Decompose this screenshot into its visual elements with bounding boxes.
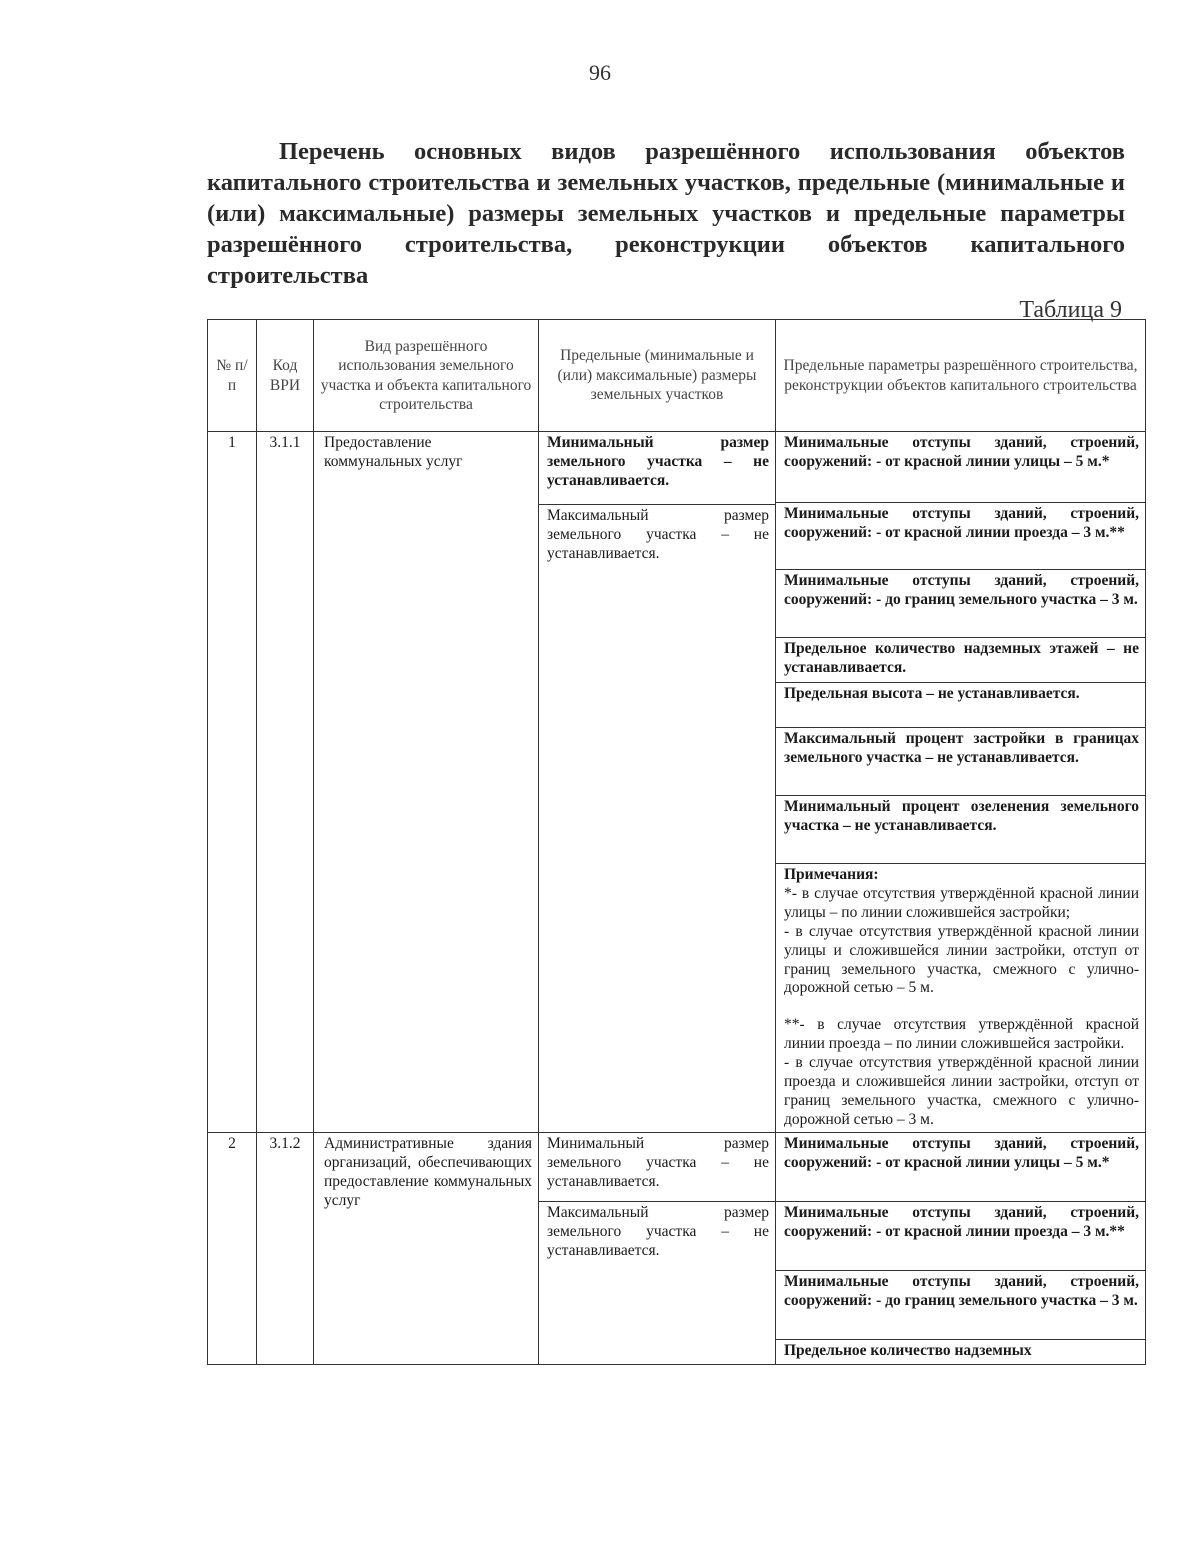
row-params	[776, 432, 1146, 1133]
notes	[776, 863, 1145, 1132]
notes-heading: Примечания:	[784, 866, 879, 883]
param-item: Предельное количество надземных этажей – не устанавливается.	[776, 637, 1145, 682]
row-params	[776, 1132, 1146, 1364]
param-item: Минимальные отступы зданий, строений, сооружений: - до границ земельного участка – 3 м.	[776, 569, 1145, 637]
param-item: Максимальный процент застройки в границах земельного участка – не устанавливается.	[776, 727, 1145, 795]
row-use-kind: Предоставление коммунальных услуг	[314, 432, 539, 1133]
size-max: Максимальный размер земельного участка – не устанавливается.	[539, 504, 775, 566]
param-item: Предельная высота – не устанавливается.	[776, 682, 1145, 727]
header-num: № п/п	[208, 320, 257, 432]
size-min: Минимальный размер земельного участка – не устанавливается.	[547, 434, 769, 489]
note-item: **- в случае отсутствия утверждённой красной линии проезда – по линии сложившейся застройки.	[784, 1016, 1139, 1053]
table-row	[208, 1132, 1146, 1364]
page-number: 96	[589, 60, 611, 85]
row-sizes	[539, 432, 776, 1133]
table-caption: Таблица 9	[1019, 297, 1122, 323]
param-item: Предельное количество надземных	[776, 1339, 1145, 1364]
param-item: Минимальные отступы зданий, строений, сооружений: - до границ земельного участка – 3 м.	[776, 1270, 1145, 1339]
header-kind: Вид разрешённого использования земельного участка и объекта капитального строительства	[314, 320, 539, 432]
document-title	[207, 136, 1125, 291]
row-number: 1	[208, 432, 257, 1133]
param-item: Минимальные отступы зданий, строений, сооружений: - от красной линии проезда – 3 м.**	[776, 502, 1145, 569]
note-item: *- в случае отсутствия утверждённой красной линии улицы – по линии сложившейся застройки;	[784, 884, 1139, 921]
size-min: Минимальный размер земельного участка – не устанавливается.	[547, 1134, 769, 1190]
param-item: Минимальные отступы зданий, строений, сооружений: - от красной линии улицы – 5 м.*	[784, 1134, 1139, 1171]
header-code: Код ВРИ	[257, 320, 314, 432]
param-item: Минимальные отступы зданий, строений, сооружений: - от красной линии проезда – 3 м.**	[776, 1201, 1145, 1270]
param-item: Минимальный процент озеленения земельного участка – не устанавливается.	[776, 795, 1145, 863]
table-header-row	[208, 320, 1146, 432]
row-use-kind: Административные здания организаций, обеспечивающих предоставление коммунальных услуг	[314, 1132, 539, 1364]
row-number: 2	[208, 1132, 257, 1364]
param-item: Минимальные отступы зданий, строений, сооружений: - от красной линии улицы – 5 м.*	[784, 434, 1139, 470]
header-params: Предельные параметры разрешённого строительства, реконструкции объектов капитального строительства	[776, 320, 1146, 432]
header-sizes: Предельные (минимальные и (или) максимальные) размеры земельных участков	[539, 320, 776, 432]
row-code: 3.1.2	[257, 1132, 314, 1364]
row-sizes	[539, 1132, 776, 1364]
regulations-table	[207, 319, 1146, 1365]
note-item: - в случае отсутствия утверждённой красной линии улицы и сложившейся линии застройки, отступ от границ земельного участка, смежного с улично-дорожной сетью – 5 м.	[784, 922, 1139, 997]
row-code: 3.1.1	[257, 432, 314, 1133]
table-row	[208, 432, 1146, 1133]
size-max: Максимальный размер земельного участка – не устанавливается.	[539, 1201, 775, 1263]
document-title-text: Перечень основных видов разрешённого использования объектов капитального строительства и земельных участков, предельные (минимальные и (или) максимальные) размеры земельных участков и предельные параметры разрешённого строительства, реконструкции объектов капитального строительства	[207, 138, 1125, 289]
note-item: - в случае отсутствия утверждённой красной линии проезда и сложившейся линии застройки, отступ от границ земельного участка, смежного с улично-дорожной сетью – 3 м.	[784, 1054, 1139, 1128]
